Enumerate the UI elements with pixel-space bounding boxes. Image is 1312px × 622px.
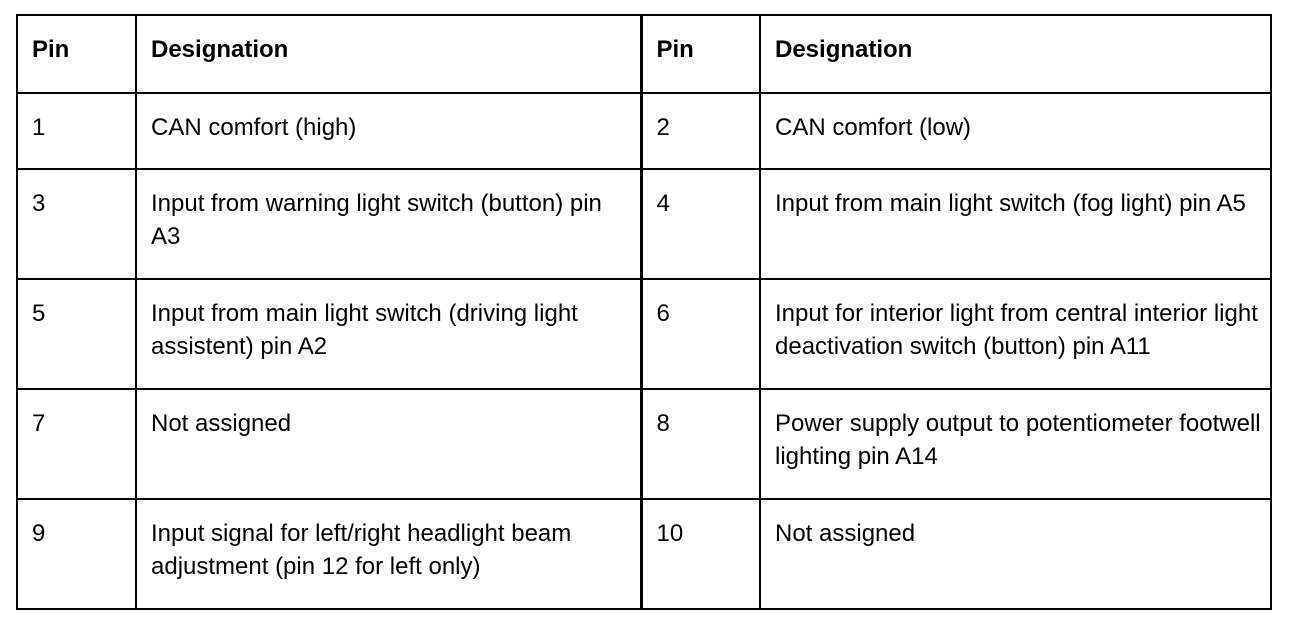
pin-number: 3 (17, 169, 136, 279)
header-designation-right: Designation (760, 15, 1271, 93)
pin-number: 2 (641, 93, 760, 169)
pin-designation: Input from main light switch (driving light assistent) pin A2 (136, 279, 641, 389)
pin-designation: Not assigned (760, 499, 1271, 609)
pin-assignment-table (16, 14, 1272, 610)
pin-designation: Input from warning light switch (button) pin A3 (136, 169, 641, 279)
pin-designation: Not assigned (136, 389, 641, 499)
table-row (17, 389, 1271, 499)
pin-designation: Power supply output to potentiometer footwell lighting pin A14 (760, 389, 1271, 499)
pin-designation: CAN comfort (high) (136, 93, 641, 169)
header-pin-right: Pin (641, 15, 760, 93)
pin-designation: Input for interior light from central interior light deactivation switch (button) pin A11 (760, 279, 1271, 389)
pin-designation: Input signal for left/right headlight beam adjustment (pin 12 for left only) (136, 499, 641, 609)
pin-number: 7 (17, 389, 136, 499)
header-pin-left: Pin (17, 15, 136, 93)
pin-number: 9 (17, 499, 136, 609)
pin-number: 4 (641, 169, 760, 279)
pin-number: 5 (17, 279, 136, 389)
table-row (17, 169, 1271, 279)
pin-designation: Input from main light switch (fog light) pin A5 (760, 169, 1271, 279)
pin-number: 8 (641, 389, 760, 499)
pin-number: 10 (641, 499, 760, 609)
table-row (17, 499, 1271, 609)
header-designation-left: Designation (136, 15, 641, 93)
table-header-row (17, 15, 1271, 93)
pin-designation: CAN comfort (low) (760, 93, 1271, 169)
table-row (17, 279, 1271, 389)
pin-number: 1 (17, 93, 136, 169)
pin-number: 6 (641, 279, 760, 389)
table-row (17, 93, 1271, 169)
